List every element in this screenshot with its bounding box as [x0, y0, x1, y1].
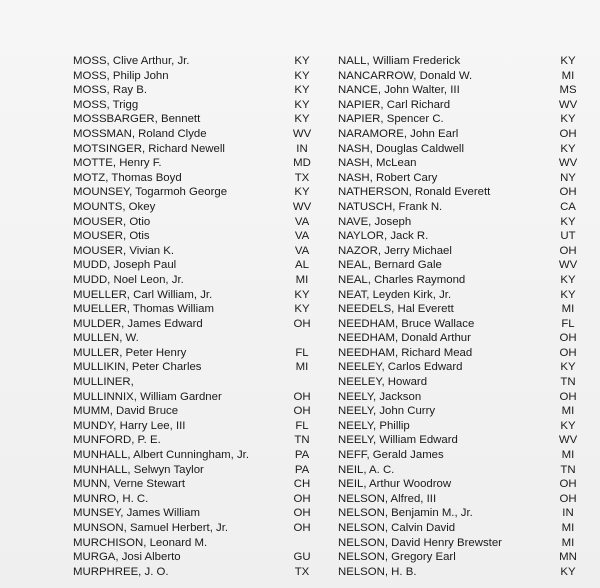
person-name: MUNN, Verne Stewart [73, 478, 186, 491]
state-code: CH [293, 478, 311, 491]
list-item [73, 54, 313, 69]
state-code: NY [560, 171, 576, 184]
list-item [73, 112, 313, 127]
state-code: KY [560, 142, 576, 155]
list-item [338, 463, 578, 478]
state-code: CA [560, 200, 576, 213]
state-code: VA [294, 215, 310, 228]
state-code: TX [294, 565, 310, 578]
person-name: MUNFORD, P. E. [73, 434, 161, 447]
list-item [73, 142, 313, 157]
list-item [73, 477, 313, 492]
list-item [73, 536, 313, 551]
person-name: NALL, William Frederick [338, 55, 461, 67]
list-item [73, 229, 313, 244]
state-code: TN [560, 376, 576, 389]
list-item [73, 215, 313, 230]
state-code: OH [559, 478, 577, 491]
state-code: PA [294, 449, 310, 462]
state-code: WV [558, 434, 578, 447]
person-name: NELSON, Alfred, III [338, 492, 437, 505]
person-name: NEFF, Gerald James [338, 449, 444, 462]
state-code: MD [293, 157, 311, 170]
person-name: MOUSER, Vivian K. [73, 244, 175, 257]
list-item [73, 331, 313, 346]
person-name: MULLEN, W. [73, 332, 139, 345]
list-item [338, 390, 578, 405]
person-name: MOSS, Clive Arthur, Jr. [73, 55, 190, 67]
list-item [338, 98, 578, 113]
list-item [338, 346, 578, 361]
state-code: WV [292, 127, 312, 140]
list-item [338, 536, 578, 551]
person-name: NAYLOR, Jack R. [338, 230, 429, 243]
person-name: MOSSMAN, Roland Clyde [73, 127, 207, 140]
list-item [73, 565, 313, 580]
person-name: NANCARROW, Donald W. [338, 69, 473, 82]
state-code: MI [561, 303, 575, 316]
state-code: KY [560, 361, 576, 374]
list-item [338, 142, 578, 157]
state-code: WV [558, 259, 578, 272]
list-item [338, 317, 578, 332]
state-code: MI [561, 522, 575, 534]
state-code: VA [294, 230, 310, 243]
state-code: OH [559, 332, 577, 345]
person-name: MOUNTS, Okey [73, 200, 156, 213]
person-name: NEELEY, Carlos Edward [338, 361, 463, 374]
list-item [73, 390, 313, 405]
person-name: NEELY, Phillip [338, 419, 410, 432]
person-name: MOSS, Philip John [73, 69, 169, 82]
list-item [73, 69, 313, 84]
list-item [338, 200, 578, 215]
state-code: OH [293, 522, 311, 534]
state-code: UT [560, 230, 576, 243]
state-code: KY [294, 69, 310, 82]
list-item [73, 463, 313, 478]
list-item [338, 273, 578, 288]
person-name: MURCHISON, Leonard M. [73, 536, 208, 549]
person-name: MOSS, Trigg [73, 98, 139, 111]
state-code: TX [294, 171, 310, 184]
state-code: KY [560, 273, 576, 286]
person-name: NARAMORE, John Earl [338, 127, 459, 140]
person-name: NELSON, Gregory Earl [338, 551, 456, 564]
state-code: KY [294, 98, 310, 111]
list-item [338, 229, 578, 244]
list-item [73, 258, 313, 273]
person-name: NAZOR, Jerry Michael [338, 244, 452, 257]
person-name: NAPIER, Carl Richard [338, 98, 451, 111]
person-name: MUDD, Noel Leon, Jr. [73, 273, 184, 286]
state-code: OH [559, 244, 577, 257]
state-code: OH [293, 492, 311, 505]
state-code: MI [561, 536, 575, 549]
state-code: MI [561, 449, 575, 462]
list-item [338, 375, 578, 390]
list-item [73, 156, 313, 171]
list-item [338, 477, 578, 492]
state-code: MN [559, 551, 577, 564]
person-name: MUNHALL, Albert Cunningham, Jr. [73, 449, 249, 462]
state-code: MS [559, 84, 577, 97]
list-item [338, 419, 578, 434]
state-code: OH [293, 390, 311, 403]
list-item [338, 215, 578, 230]
person-name: MOTSINGER, Richard Newell [73, 142, 225, 155]
person-name: NEAL, Charles Raymond [338, 273, 466, 286]
list-item [338, 404, 578, 419]
person-name: MUELLER, Thomas William [73, 303, 214, 316]
state-code: GU [293, 551, 311, 564]
state-code: KY [560, 55, 576, 67]
list-item [73, 244, 313, 259]
state-code: FL [295, 419, 309, 432]
list-item [338, 302, 578, 317]
state-code: TN [560, 463, 576, 476]
person-name: MUDD, Joseph Paul [73, 259, 177, 272]
state-code: WV [558, 157, 578, 170]
person-name: NELSON, H. B. [338, 565, 417, 578]
person-name: MURPHREE, J. O. [73, 565, 169, 578]
state-code: VA [294, 244, 310, 257]
person-name: NANCE, John Walter, III [338, 84, 460, 97]
state-code: OH [293, 507, 311, 520]
state-code: AL [295, 259, 309, 272]
state-code: KY [560, 565, 576, 578]
state-code: OH [293, 405, 311, 418]
list-item [338, 331, 578, 346]
state-code: MI [561, 405, 575, 418]
list-item [73, 346, 313, 361]
list-item [338, 448, 578, 463]
list-item [73, 171, 313, 186]
person-name: NEEDHAM, Donald Arthur [338, 332, 471, 345]
list-item [338, 112, 578, 127]
state-code: OH [559, 186, 577, 199]
person-name: MOUSER, Otis [73, 230, 150, 243]
list-item [338, 69, 578, 84]
person-name: MULLINER, [73, 376, 134, 389]
list-item [338, 156, 578, 171]
person-name: MURGA, Josi Alberto [73, 551, 181, 564]
list-item [338, 565, 578, 580]
state-code: KY [560, 419, 576, 432]
state-code: MI [295, 361, 309, 374]
list-item [338, 258, 578, 273]
state-code: FL [295, 346, 309, 359]
state-code: KY [294, 113, 310, 126]
person-name: MULLINNIX, William Gardner [73, 390, 222, 403]
list-item [73, 317, 313, 332]
list-item [73, 360, 313, 375]
person-name: MOSS, Ray B. [73, 84, 148, 97]
state-code: FL [561, 317, 575, 330]
list-item [338, 54, 578, 69]
person-name: NASH, McLean [338, 157, 417, 170]
person-name: NEELY, John Curry [338, 405, 436, 418]
list-item [73, 375, 313, 390]
person-name: MUNSEY, James William [73, 507, 201, 520]
list-item [338, 185, 578, 200]
list-item [73, 302, 313, 317]
person-name: NELSON, Calvin David [338, 522, 456, 534]
state-code: KY [294, 303, 310, 316]
right-name-column [338, 54, 578, 579]
state-code: PA [294, 463, 310, 476]
list-item [338, 360, 578, 375]
list-item [73, 98, 313, 113]
person-name: NASH, Robert Cary [338, 171, 438, 184]
list-item [73, 200, 313, 215]
person-name: NEELY, William Edward [338, 434, 458, 447]
person-name: NELSON, David Henry Brewster [338, 536, 502, 549]
list-item [73, 404, 313, 419]
person-name: NEEDELS, Hal Everett [338, 303, 454, 316]
person-name: NELSON, Benjamin M., Jr. [338, 507, 473, 520]
person-name: NEEDHAM, Bruce Wallace [338, 317, 475, 330]
list-item [73, 521, 313, 536]
list-item [73, 185, 313, 200]
person-name: MOTZ, Thomas Boyd [73, 171, 182, 184]
person-name: MOUSER, Otio [73, 215, 151, 228]
person-name: NEELEY, Howard [338, 376, 428, 389]
person-name: NATUSCH, Frank N. [338, 200, 443, 213]
person-name: NEAL, Bernard Gale [338, 259, 442, 272]
state-code: MI [295, 273, 309, 286]
person-name: MUNSON, Samuel Herbert, Jr. [73, 522, 229, 534]
list-item [73, 492, 313, 507]
person-name: MULLER, Peter Henry [73, 346, 187, 359]
list-item [338, 550, 578, 565]
state-code: TN [294, 434, 310, 447]
list-item [73, 127, 313, 142]
person-name: MUNHALL, Selwyn Taylor [73, 463, 204, 476]
state-code: KY [560, 288, 576, 301]
person-name: NEELY, Jackson [338, 390, 422, 403]
state-code: WV [558, 98, 578, 111]
state-code: KY [294, 55, 310, 67]
person-name: NASH, Douglas Caldwell [338, 142, 464, 155]
list-item [338, 433, 578, 448]
state-code: OH [559, 390, 577, 403]
state-code: KY [294, 84, 310, 97]
state-code: OH [559, 346, 577, 359]
list-item [73, 506, 313, 521]
state-code: KY [560, 113, 576, 126]
state-code: IN [562, 507, 574, 520]
state-code: OH [559, 127, 577, 140]
state-code: OH [559, 492, 577, 505]
list-item [338, 506, 578, 521]
person-name: NATHERSON, Ronald Everett [338, 186, 491, 199]
list-item [338, 83, 578, 98]
list-item [73, 419, 313, 434]
person-name: NEIL, Arthur Woodrow [338, 478, 452, 491]
state-code: WV [292, 200, 312, 213]
list-item [73, 273, 313, 288]
state-code: KY [294, 186, 310, 199]
person-name: MUNDY, Harry Lee, III [73, 419, 186, 432]
state-code: KY [294, 288, 310, 301]
person-name: NAPIER, Spencer C. [338, 113, 444, 126]
list-item [338, 171, 578, 186]
list-item [73, 83, 313, 98]
left-name-column [73, 54, 313, 579]
list-item [338, 244, 578, 259]
person-name: MULDER, James Edward [73, 317, 203, 330]
list-item [338, 492, 578, 507]
list-item [73, 448, 313, 463]
person-name: NEAT, Leyden Kirk, Jr. [338, 288, 452, 301]
person-name: NEIL, A. C. [338, 463, 395, 476]
list-item [73, 433, 313, 448]
state-code: MI [561, 69, 575, 82]
list-item [338, 521, 578, 536]
list-item [73, 288, 313, 303]
person-name: MUNRO, H. C. [73, 492, 149, 505]
state-code: KY [560, 215, 576, 228]
state-code: IN [296, 142, 308, 155]
person-name: MUELLER, Carl William, Jr. [73, 288, 213, 301]
person-name: MOSSBARGER, Bennett [73, 113, 201, 126]
person-name: NEEDHAM, Richard Mead [338, 346, 473, 359]
person-name: NAVE, Joseph [338, 215, 412, 228]
person-name: MULLIKIN, Peter Charles [73, 361, 202, 374]
list-item [338, 288, 578, 303]
list-item [338, 127, 578, 142]
state-code: OH [293, 317, 311, 330]
person-name: MOTTE, Henry F. [73, 157, 162, 170]
list-item [73, 550, 313, 565]
person-name: MOUNSEY, Togarmoh George [73, 186, 228, 199]
person-name: MUMM, David Bruce [73, 405, 179, 418]
